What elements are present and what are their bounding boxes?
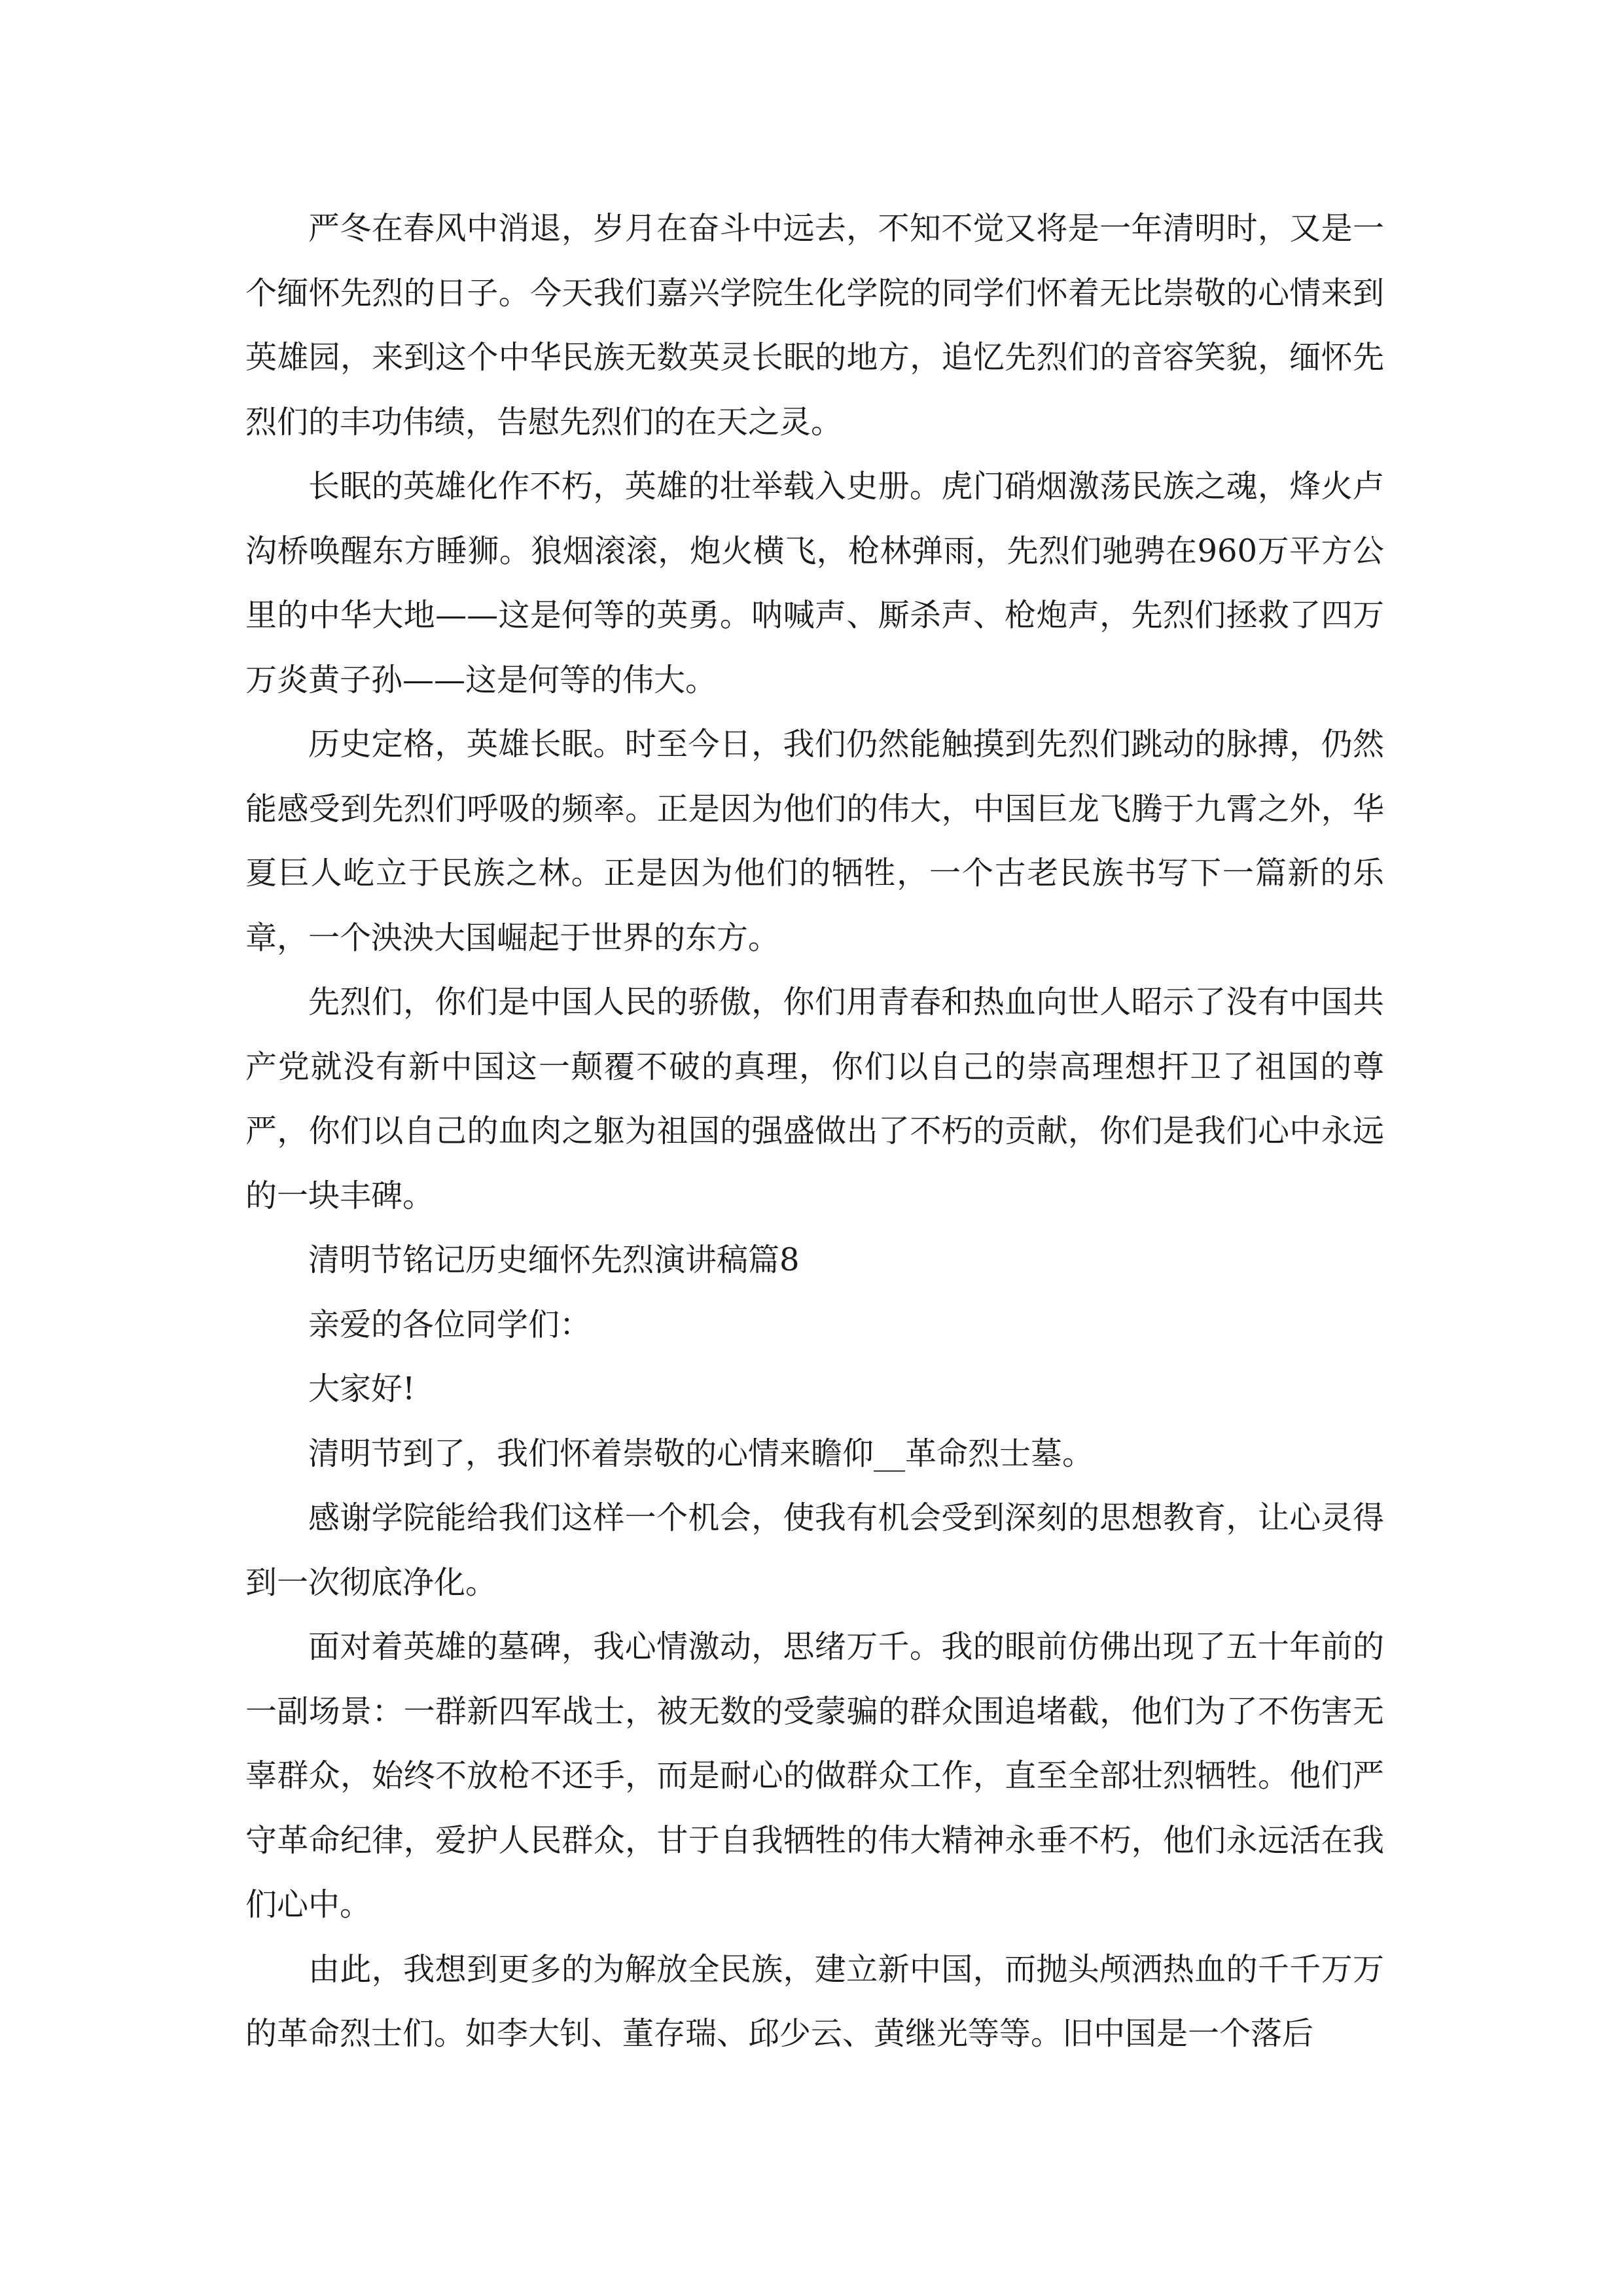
- document-body: [245, 196, 1384, 2066]
- greeting: 大家好!: [308, 1371, 416, 1407]
- paragraph: 先烈们，你们是中国人民的骄傲，你们用青春和热血向世人昭示了没有中国共产党就没有新中国这一颠覆不破的真理，你们以自己的崇高理想扞卫了祖国的尊严，你们以自己的血肉之躯为祖国的强盛做出了不朽的贡献，你们是我们心中永远的一块丰碑。: [245, 984, 1384, 1214]
- paragraph: 面对着英雄的墓碑，我心情激动，思绪万千。我的眼前仿佛出现了五十年前的一副场景：一群新四军战士，被无数的受蒙骗的群众围追堵截，他们为了不伤害无辜群众，始终不放枪不还手，而是耐心的做群众工作，直至全部壮烈牺牲。他们严守革命纪律，爱护人民群众，甘于自我牺牲的伟大精神永垂不朽，他们永远活在我们心中。: [245, 1628, 1384, 1923]
- paragraph: 感谢学院能给我们这样一个机会，使我有机会受到深刻的思想教育，让心灵得到一次彻底净化。: [245, 1499, 1384, 1601]
- paragraph: 历史定格，英雄长眠。时至今日，我们仍然能触摸到先烈们跳动的脉搏，仍然能感受到先烈们呼吸的频率。正是因为他们的伟大，中国巨龙飞腾于九霄之外，华夏巨人屹立于民族之林。正是因为他们的牺牲，一个古老民族书写下一篇新的乐章，一个泱泱大国崛起于世界的东方。: [245, 726, 1384, 956]
- paragraph: 清明节到了，我们怀着崇敬的心情来瞻仰__革命烈士墓。: [308, 1435, 1094, 1472]
- salutation: 亲爱的各位同学们：: [308, 1306, 592, 1343]
- paragraph: 由此，我想到更多的为解放全民族，建立新中国，而抛头颅洒热血的千千万万的革命烈士们。如李大钊、董存瑞、邱少云、黄继光等等。旧中国是一个落后: [245, 1950, 1384, 2052]
- paragraph: 严冬在春风中消退，岁月在奋斗中远去，不知不觉又将是一年清明时，又是一个缅怀先烈的日子。今天我们嘉兴学院生化学院的同学们怀着无比崇敬的心情来到英雄园，来到这个中华民族无数英灵长眠的地方，追忆先烈们的音容笑貌，缅怀先烈们的丰功伟绩，告慰先烈们的在天之灵。: [245, 210, 1384, 440]
- section-heading: 清明节铭记历史缅怀先烈演讲稿篇8: [308, 1242, 800, 1278]
- paragraph: 长眠的英雄化作不朽，英雄的壮举载入史册。虎门硝烟激荡民族之魂，烽火卢沟桥唤醒东方睡狮。狼烟滚滚，炮火横飞，枪林弹雨，先烈们驰骋在960万平方公里的中华大地——这是何等的英勇。呐喊声、厮杀声、枪炮声，先烈们拯救了四万万炎黄子孙——这是何等的伟大。: [245, 468, 1384, 698]
